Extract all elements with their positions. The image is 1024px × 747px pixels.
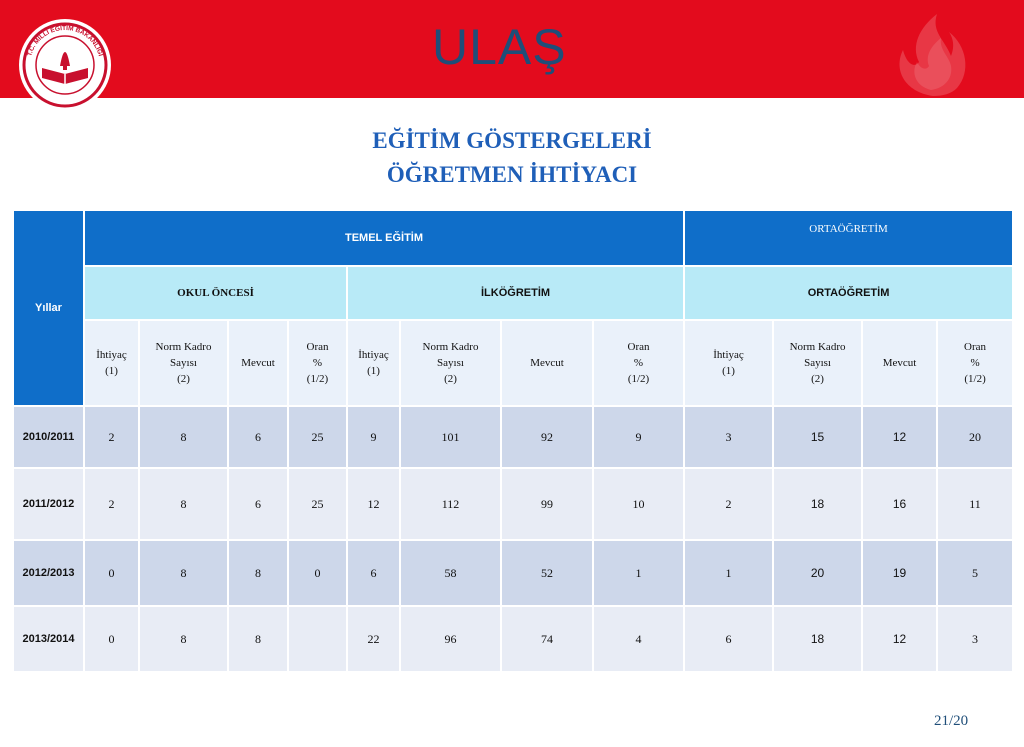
section-header-okul-oncesi: OKUL ÖNCESİ	[84, 266, 347, 320]
data-cell: 8	[228, 540, 288, 606]
subheader-oran: Oran % (1/2)	[937, 320, 1013, 406]
data-cell: 0	[84, 606, 139, 672]
data-cell: 2	[84, 468, 139, 540]
table-row	[13, 606, 1013, 672]
section-header-ilkogretim: İLKÖĞRETİM	[347, 266, 684, 320]
data-cell: 20	[937, 406, 1013, 468]
data-cell: 19	[862, 540, 937, 606]
data-cell: 12	[862, 406, 937, 468]
flame-icon	[885, 10, 975, 98]
data-cell: 22	[347, 606, 400, 672]
data-cell	[288, 606, 347, 672]
data-cell: 9	[593, 406, 684, 468]
subheader-mevcut: Mevcut	[501, 320, 593, 406]
brand-title: ULAŞ	[432, 19, 567, 75]
subheader-oran: Oran % (1/2)	[593, 320, 684, 406]
data-cell: 10	[593, 468, 684, 540]
data-cell: 6	[228, 406, 288, 468]
data-cell: 1	[593, 540, 684, 606]
data-cell: 8	[139, 606, 228, 672]
table-row	[13, 468, 1013, 540]
data-cell: 2	[84, 406, 139, 468]
table-row	[13, 540, 1013, 606]
logo-ring-text	[18, 18, 112, 112]
data-cell: 11	[937, 468, 1013, 540]
page-titles	[0, 124, 1024, 192]
data-cell: 112	[400, 468, 501, 540]
data-cell: 8	[228, 606, 288, 672]
years-header: Yıllar	[13, 210, 84, 406]
year-cell: 2012/2013	[13, 540, 84, 606]
data-cell: 8	[139, 540, 228, 606]
teacher-need-table	[12, 209, 1014, 673]
year-cell: 2011/2012	[13, 468, 84, 540]
subheader-ihtiyac: İhtiyaç (1)	[84, 320, 139, 406]
page-number: 21/20	[934, 713, 969, 729]
logo-text: T.C. MİLLİ EĞİTİM BAKANLIĞI	[26, 24, 104, 58]
subheader-norm-kadro: Norm Kadro Sayısı (2)	[139, 320, 228, 406]
data-cell: 74	[501, 606, 593, 672]
data-cell: 25	[288, 468, 347, 540]
data-cell: 96	[400, 606, 501, 672]
data-cell: 6	[228, 468, 288, 540]
subheader-mevcut: Mevcut	[862, 320, 937, 406]
year-cell: 2010/2011	[13, 406, 84, 468]
section-header-ortaogretim: ORTAÖĞRETİM	[684, 266, 1013, 320]
data-cell: 5	[937, 540, 1013, 606]
subheader-oran: Oran % (1/2)	[288, 320, 347, 406]
data-cell: 12	[862, 606, 937, 672]
data-cell: 15	[773, 406, 862, 468]
table-row	[13, 406, 1013, 468]
data-cell: 4	[593, 606, 684, 672]
data-cell: 18	[773, 468, 862, 540]
subheader-mevcut: Mevcut	[228, 320, 288, 406]
data-cell: 12	[347, 468, 400, 540]
data-cell: 101	[400, 406, 501, 468]
data-cell: 6	[684, 606, 773, 672]
data-cell: 6	[347, 540, 400, 606]
title-line-2: ÖĞRETMEN İHTİYACI	[386, 162, 638, 187]
data-cell: 3	[684, 406, 773, 468]
group-header-temel: TEMEL EĞİTİM	[84, 210, 684, 266]
group-header-ortaogretim: ORTAÖĞRETİM	[684, 210, 1013, 266]
data-cell: 92	[501, 406, 593, 468]
title-line-1: EĞİTİM GÖSTERGELERİ	[372, 128, 652, 153]
subheader-norm-kadro: Norm Kadro Sayısı (2)	[400, 320, 501, 406]
subheader-norm-kadro: Norm Kadro Sayısı (2)	[773, 320, 862, 406]
year-cell: 2013/2014	[13, 606, 84, 672]
data-cell: 18	[773, 606, 862, 672]
data-cell: 25	[288, 406, 347, 468]
data-cell: 2	[684, 468, 773, 540]
data-cell: 20	[773, 540, 862, 606]
data-cell: 8	[139, 406, 228, 468]
subheader-ihtiyac: İhtiyaç (1)	[347, 320, 400, 406]
data-cell: 52	[501, 540, 593, 606]
svg-text:T.C. MİLLİ EĞİTİM BAKANLIĞI	[26, 23, 105, 57]
data-cell: 16	[862, 468, 937, 540]
data-cell: 0	[84, 540, 139, 606]
data-cell: 0	[288, 540, 347, 606]
subheader-ihtiyac: İhtiyaç (1)	[684, 320, 773, 406]
data-cell: 3	[937, 606, 1013, 672]
data-cell: 58	[400, 540, 501, 606]
data-cell: 1	[684, 540, 773, 606]
data-cell: 8	[139, 468, 228, 540]
data-cell: 9	[347, 406, 400, 468]
data-cell: 99	[501, 468, 593, 540]
